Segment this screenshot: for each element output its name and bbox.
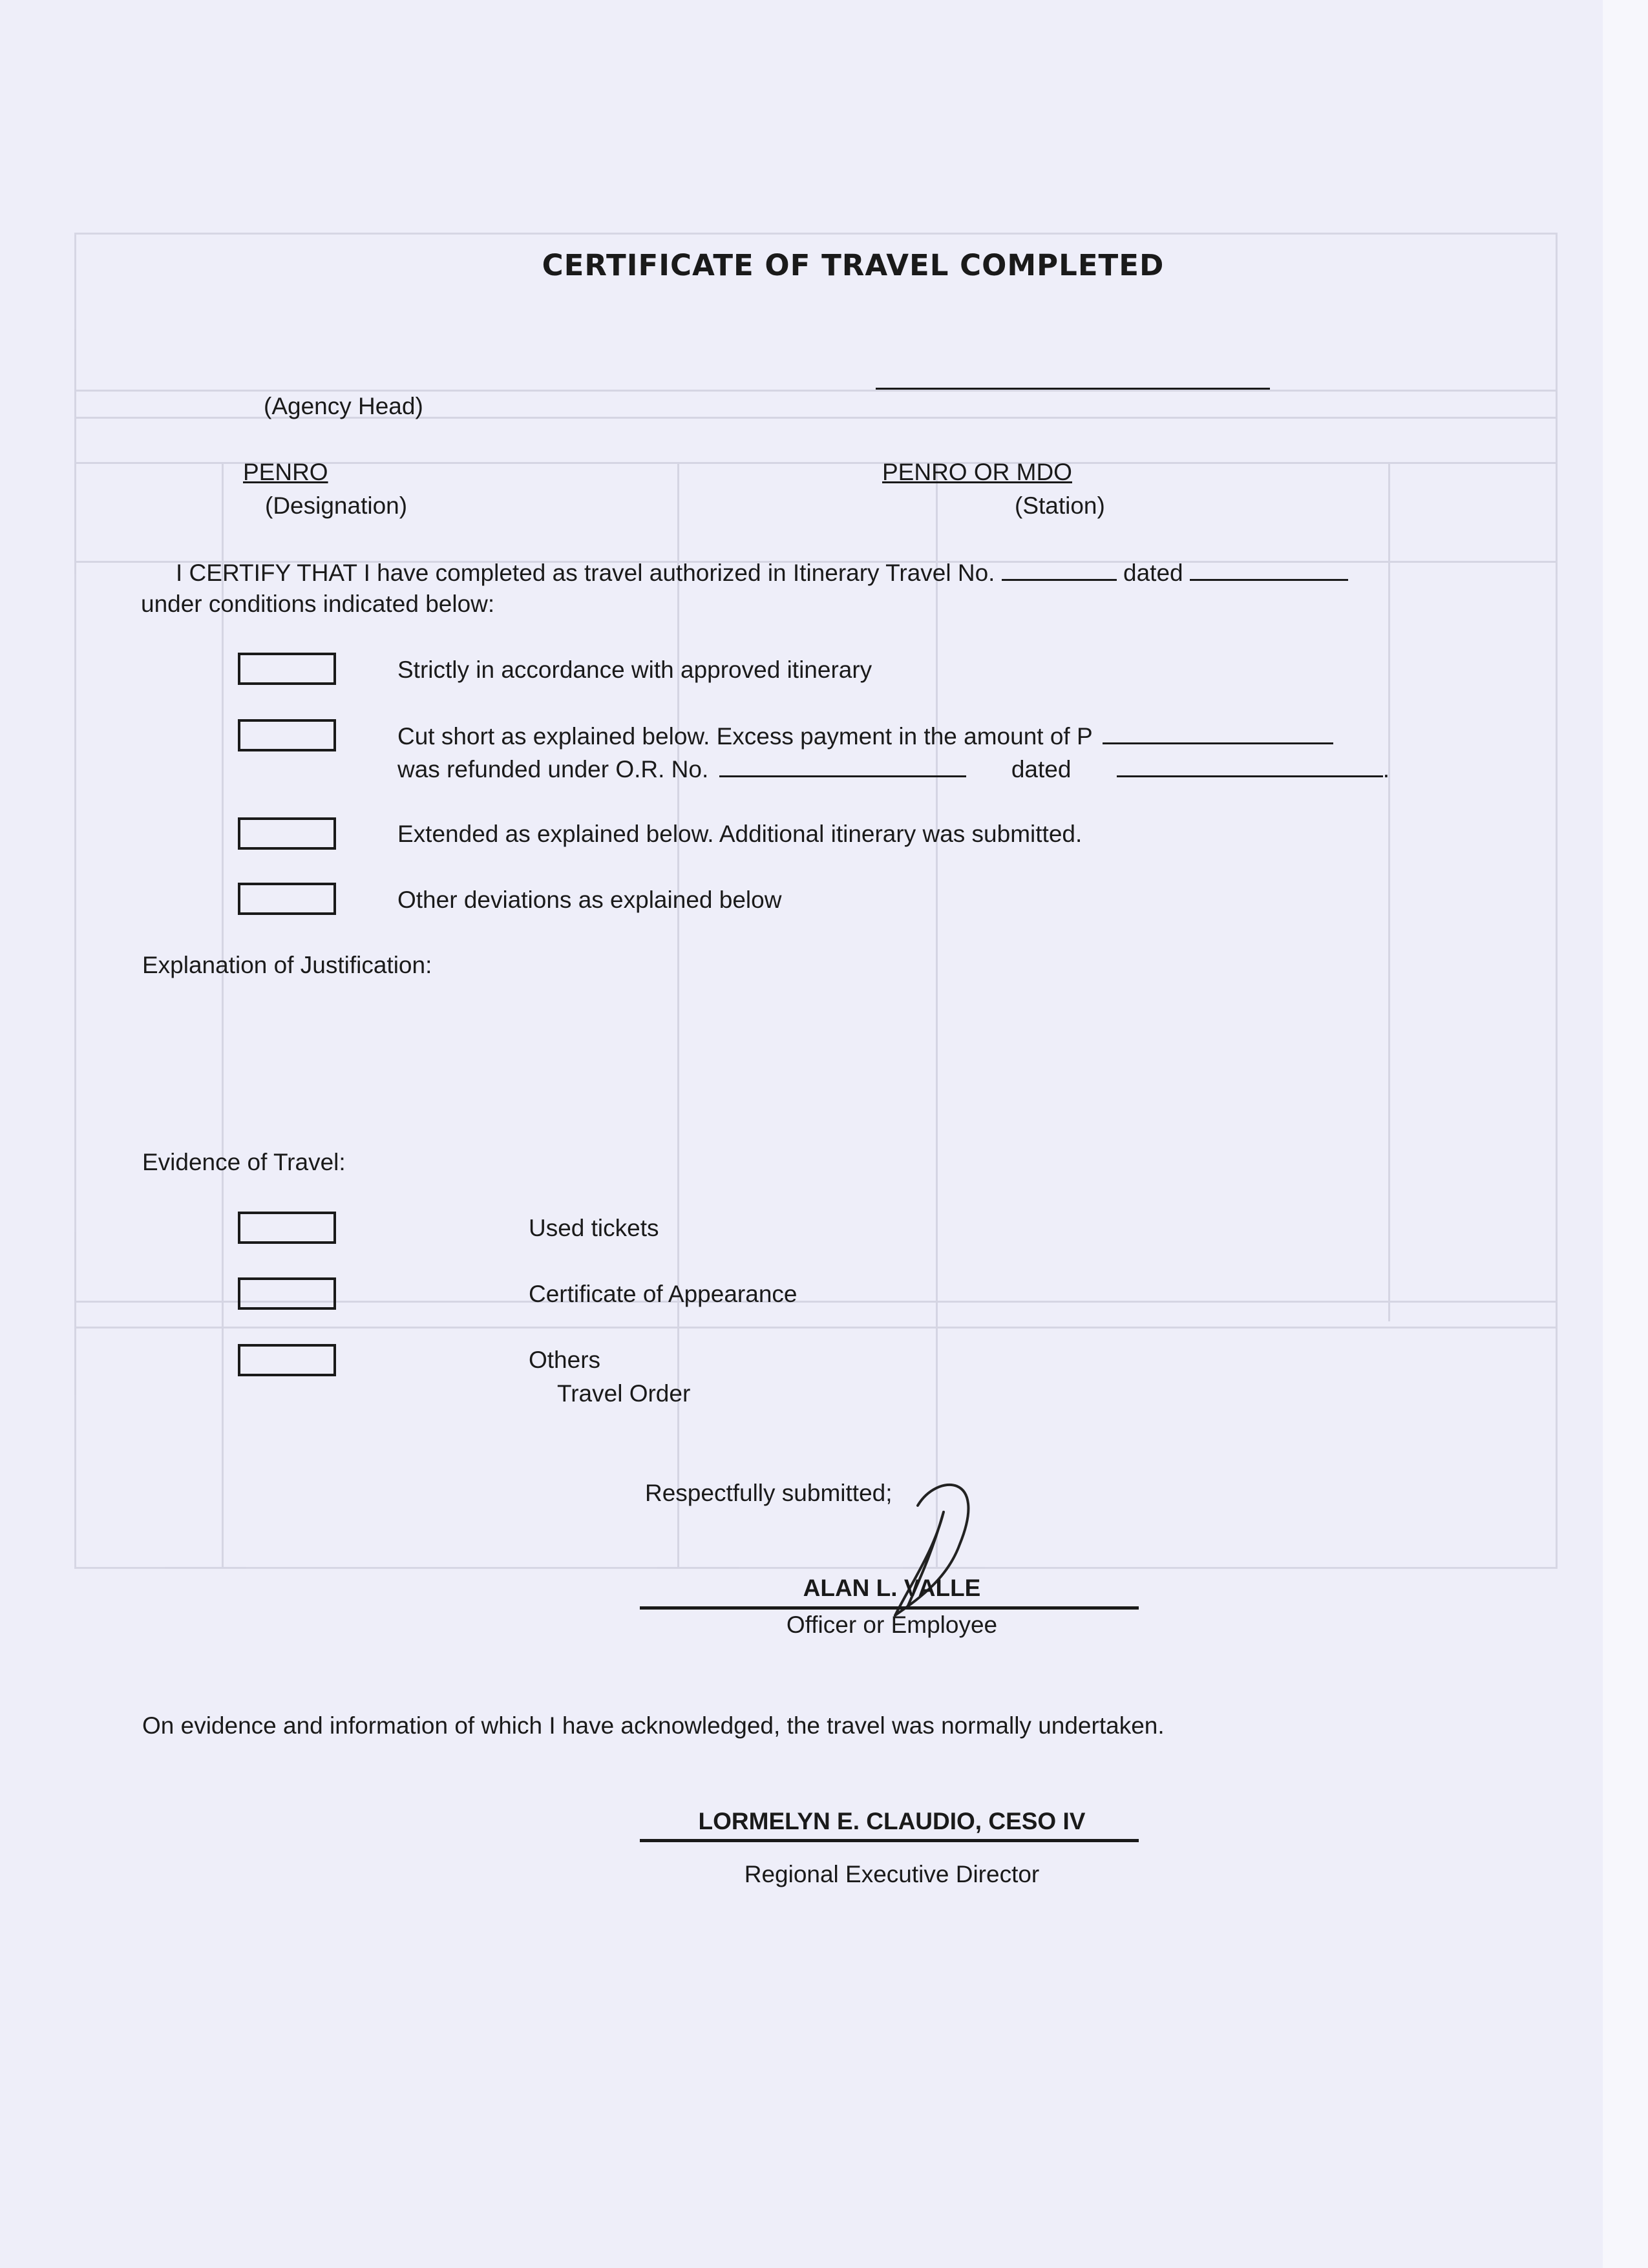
agency-head-label: (Agency Head) xyxy=(264,393,423,419)
station-label: (Station) xyxy=(1015,492,1105,519)
checkbox-cut-short[interactable] xyxy=(238,719,336,751)
checkbox-used-tickets[interactable] xyxy=(238,1212,336,1244)
director-name: LORMELYN E. CLAUDIO, CESO IV xyxy=(698,1808,1086,1834)
option-strictly-label: Strictly in accordance with approved itinerary xyxy=(397,656,872,683)
excess-amount-field[interactable] xyxy=(1103,722,1333,744)
itinerary-date-field[interactable] xyxy=(1190,558,1348,581)
others-detail: Travel Order xyxy=(557,1380,691,1407)
option-cut-short-line-2: was refunded under O.R. No. dated . xyxy=(397,756,1389,782)
explanation-label: Explanation of Justification: xyxy=(142,952,432,978)
certify-line-2: under conditions indicated below: xyxy=(141,591,495,617)
checkbox-other-deviations[interactable] xyxy=(238,883,336,915)
document-title: CERTIFICATE OF TRAVEL COMPLETED xyxy=(542,248,1165,282)
director-signature-line xyxy=(640,1839,1139,1842)
checkbox-strictly[interactable] xyxy=(238,653,336,685)
designation-label: (Designation) xyxy=(265,492,408,519)
station-value: PENRO OR MDO xyxy=(882,459,1072,485)
used-tickets-label: Used tickets xyxy=(529,1215,659,1241)
acknowledgement-text: On evidence and information of which I have acknowledged, the travel was normally undertaken. xyxy=(142,1712,1165,1739)
director-title: Regional Executive Director xyxy=(744,1861,1040,1887)
itinerary-no-field[interactable] xyxy=(1002,558,1117,581)
or-number-field[interactable] xyxy=(719,755,966,777)
checkbox-certificate-appearance[interactable] xyxy=(238,1277,336,1310)
checkbox-others[interactable] xyxy=(238,1344,336,1376)
officer-signature-line xyxy=(640,1606,1139,1610)
officer-name: ALAN L. VALLE xyxy=(803,1575,981,1601)
agency-head-line xyxy=(876,388,1270,390)
page-edge xyxy=(1603,0,1648,2268)
respectfully-submitted: Respectfully submitted; xyxy=(645,1480,893,1506)
officer-signature xyxy=(840,1467,1008,1628)
certify-line-1: I CERTIFY THAT I have completed as travel authorized in Itinerary Travel No. dated xyxy=(176,558,1348,587)
others-label: Others xyxy=(529,1347,601,1373)
officer-title: Officer or Employee xyxy=(786,1612,998,1638)
option-cut-short-line-1: Cut short as explained below. Excess payment in the amount of P xyxy=(397,722,1333,750)
option-extended-label: Extended as explained below. Additional itinerary was submitted. xyxy=(397,821,1083,847)
checkbox-extended[interactable] xyxy=(238,817,336,850)
evidence-label: Evidence of Travel: xyxy=(142,1149,346,1175)
option-other-label: Other deviations as explained below xyxy=(397,887,782,913)
certificate-appearance-label: Certificate of Appearance xyxy=(529,1281,798,1307)
designation-value: PENRO xyxy=(243,459,328,485)
refund-date-field[interactable] xyxy=(1117,755,1383,777)
